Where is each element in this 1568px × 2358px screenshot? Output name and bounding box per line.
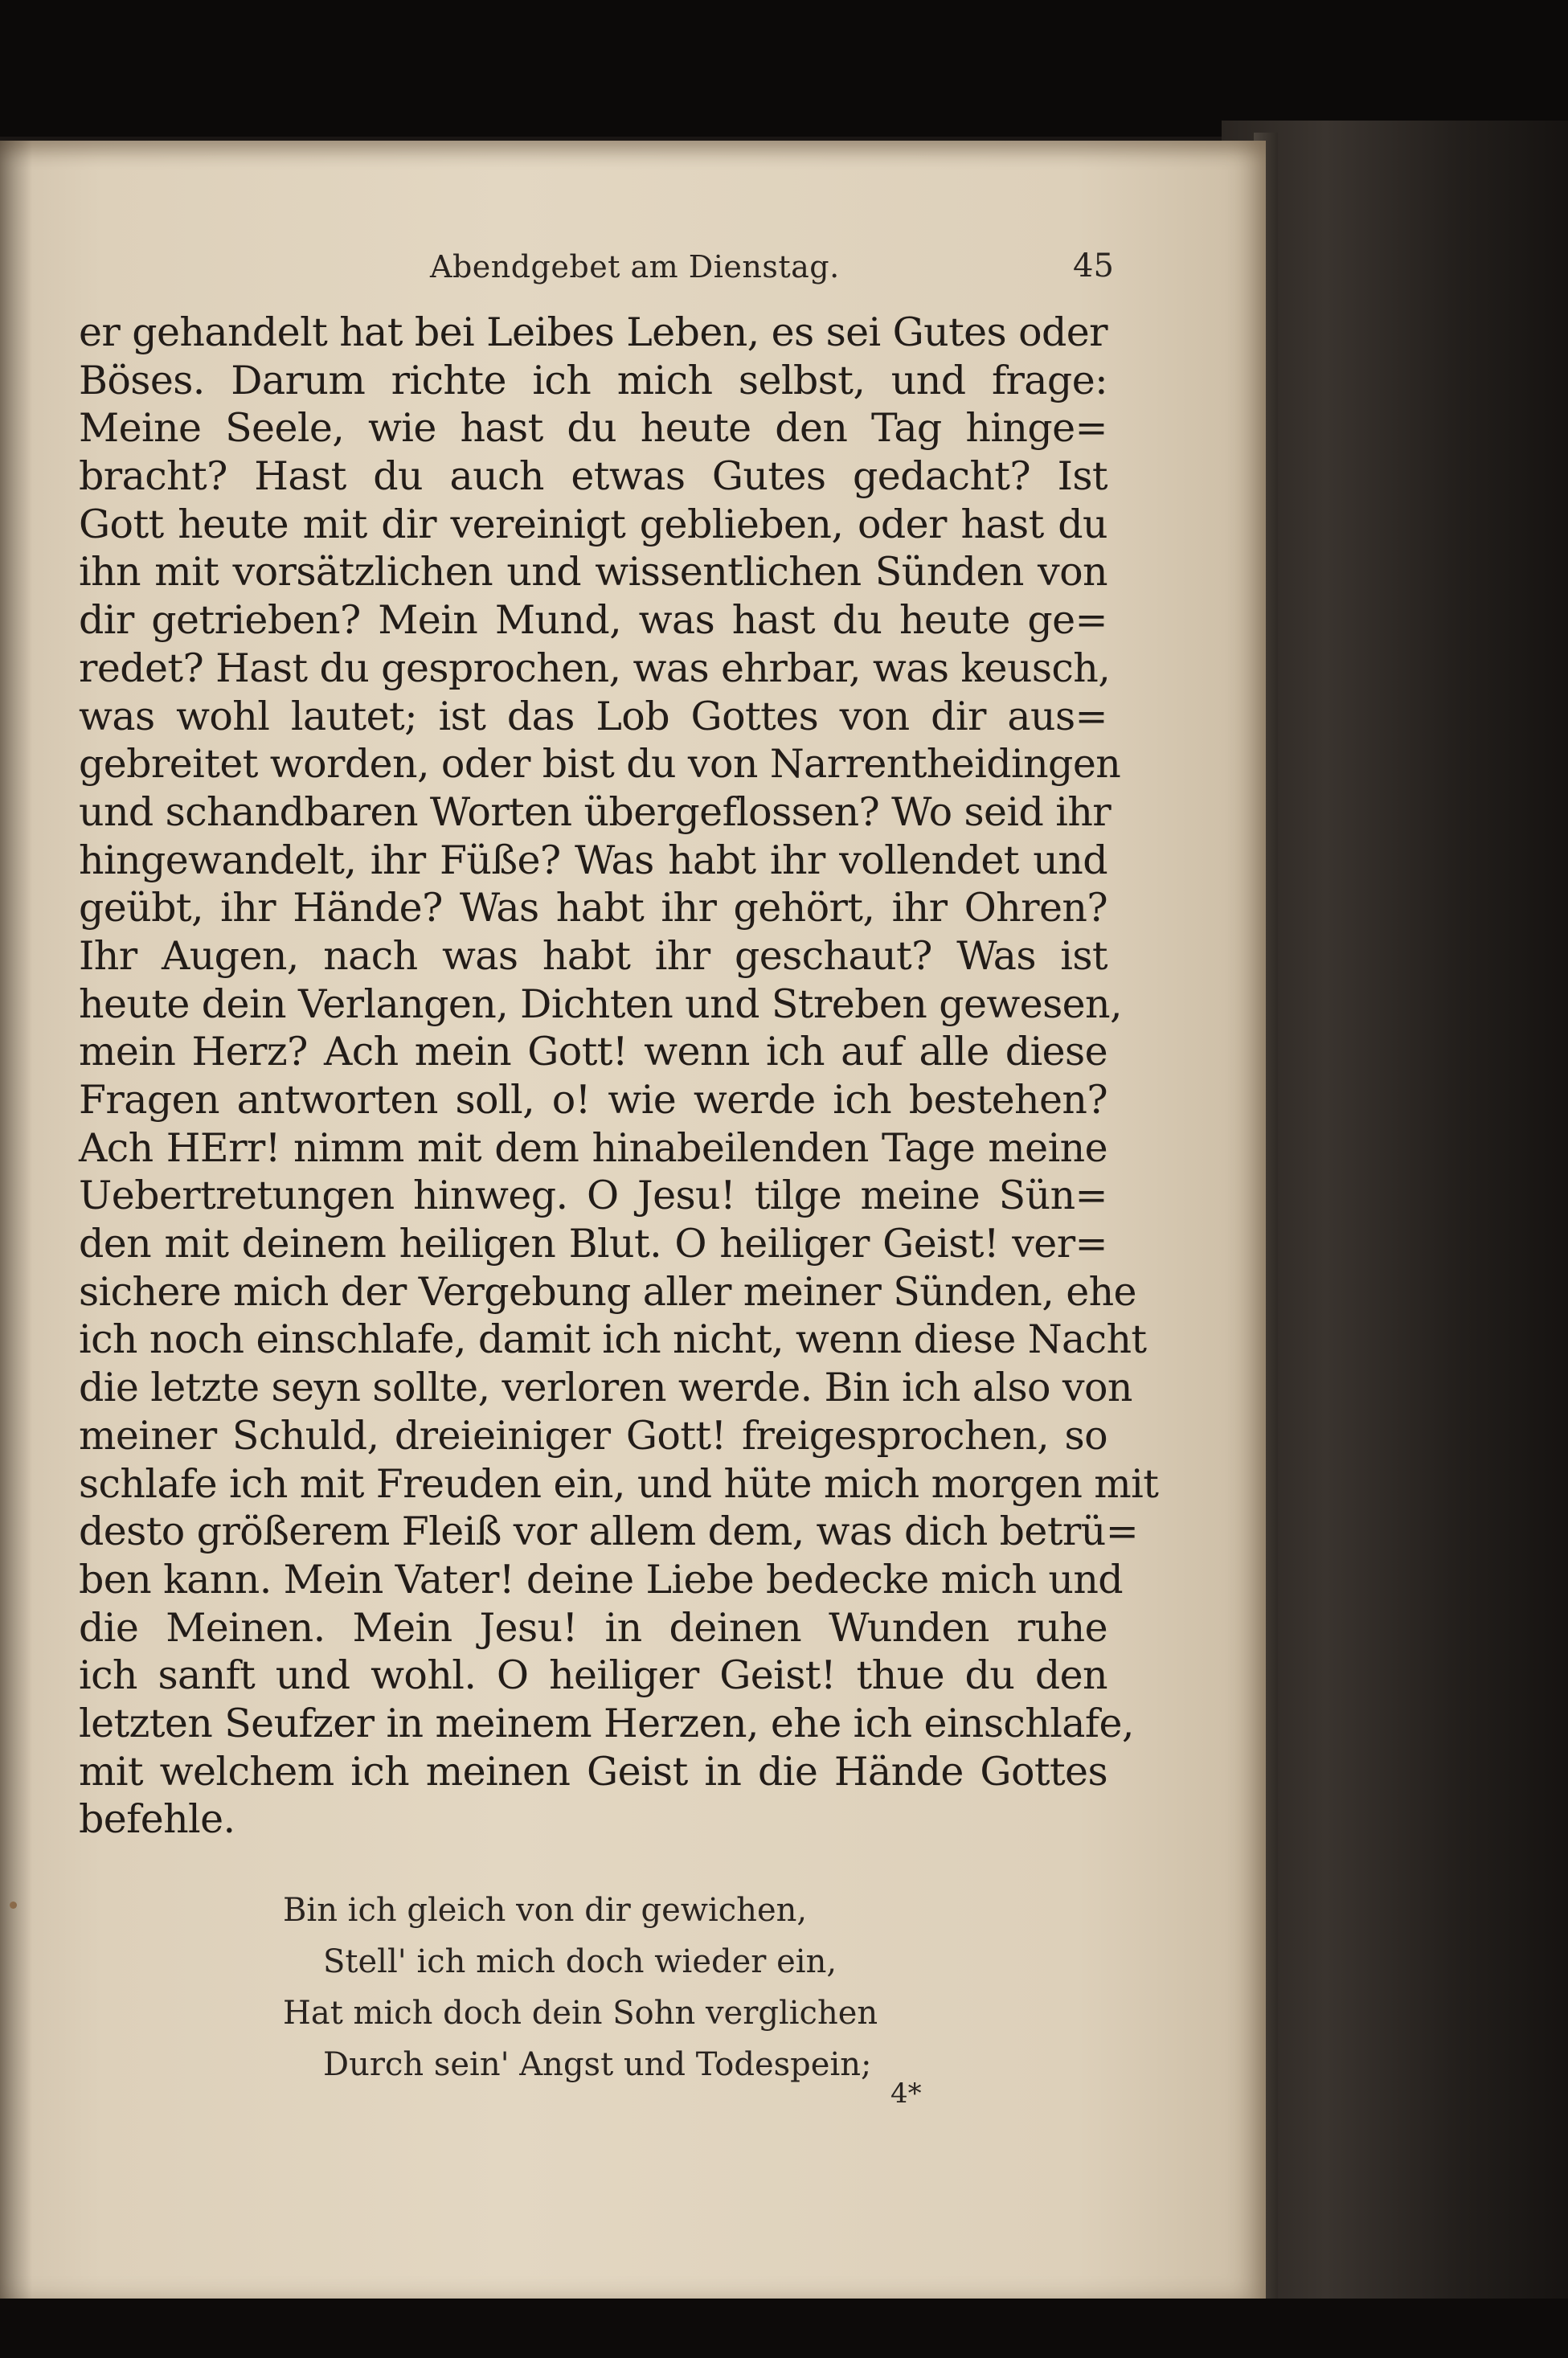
scan-top-background (0, 0, 1568, 137)
text-line: befehle. (79, 1796, 235, 1843)
text-line: ihn mit vorsätzlichen und wissentlichen Sünden von (79, 549, 1107, 596)
text-line: mein Herz? Ach mein Gott! wenn ich auf alle diese (79, 1029, 1107, 1075)
verse-line: Durch sein' Angst und Todespein; (323, 2046, 872, 2083)
verse-line: Bin ich gleich von dir gewichen, (283, 1892, 808, 1929)
printer-signature-mark: 4* (890, 2078, 922, 2110)
text-line: ich sanft und wohl. O heiliger Geist! thue du den (79, 1652, 1107, 1699)
text-line: geübt, ihr Hände? Was habt ihr gehört, ihr Ohren? (79, 885, 1107, 931)
text-line: mit welchem ich meinen Geist in die Hände Gottes (79, 1748, 1107, 1795)
text-line: er gehandelt hat bei Leibes Leben, es sei Gutes oder (79, 309, 1107, 355)
text-line: redet? Hast du gesprochen, was ehrbar, was keusch, (79, 645, 1111, 691)
text-line: Uebertretungen hinweg. O Jesu! tilge meine Sün= (79, 1173, 1107, 1219)
text-line: gebreitet worden, oder bist du von Narrentheidingen (79, 741, 1121, 788)
text-line: hingewandelt, ihr Füße? Was habt ihr vollendet und (79, 837, 1107, 883)
text-line: schlafe ich mit Freuden ein, und hüte mich morgen mit (79, 1460, 1159, 1507)
text-line: und schandbaren Worten übergeflossen? Wo seid ihr (79, 788, 1112, 835)
running-title: Abendgebet am Dienstag. (430, 249, 840, 285)
text-line: Meine Seele, wie hast du heute den Tag hinge= (79, 405, 1107, 452)
text-line: Ach HErr! nimm mit dem hinabeilenden Tage meine (79, 1124, 1107, 1171)
text-line: letzten Seufzer in meinem Herzen, ehe ich einschlafe, (79, 1700, 1134, 1746)
verse-line: Stell' ich mich doch wieder ein, (323, 1943, 837, 1980)
text-line: Gott heute mit dir vereinigt geblieben, oder hast du (79, 501, 1107, 547)
hymn-verse (0, 1885, 1266, 2090)
text-line: die letzte seyn sollte, verloren werde. Bin ich also von (79, 1365, 1132, 1411)
text-line: den mit deinem heiligen Blut. O heiliger Geist! ver= (79, 1221, 1107, 1267)
text-line: ben kann. Mein Vater! deine Liebe bedecke mich und (79, 1556, 1124, 1603)
verse-line: Hat mich doch dein Sohn verglichen (283, 1995, 878, 2032)
text-line: Fragen antworten soll, o! wie werde ich bestehen? (79, 1077, 1107, 1123)
prayer-text (79, 309, 1159, 1844)
text-line: was wohl lautet; ist das Lob Gottes von dir aus= (79, 693, 1107, 739)
text-line: meiner Schuld, dreieiniger Gott! freigesprochen, so (79, 1412, 1107, 1459)
text-line: ich noch einschlafe, damit ich nicht, wenn diese Nacht (79, 1316, 1147, 1363)
text-line: Ihr Augen, nach was habt ihr geschaut? Was ist (79, 932, 1107, 979)
text-line: die Meinen. Mein Jesu! in deinen Wunden ruhe (79, 1604, 1107, 1651)
text-line: desto größerem Fleiß vor allem dem, was dich betrü= (79, 1509, 1139, 1555)
text-line: Böses. Darum richte ich mich selbst, und frage: (79, 357, 1107, 403)
text-line: bracht? Hast du auch etwas Gutes gedacht? Ist (79, 453, 1107, 500)
text-line: dir getrieben? Mein Mund, was hast du heute ge= (79, 597, 1107, 644)
text-line: heute dein Verlangen, Dichten und Streben gewesen, (79, 980, 1122, 1027)
text-line: sichere mich der Vergebung aller meiner Sünden, ehe (79, 1268, 1136, 1315)
page-number: 45 (1073, 248, 1114, 285)
scan-bottom-background (0, 2299, 1568, 2358)
